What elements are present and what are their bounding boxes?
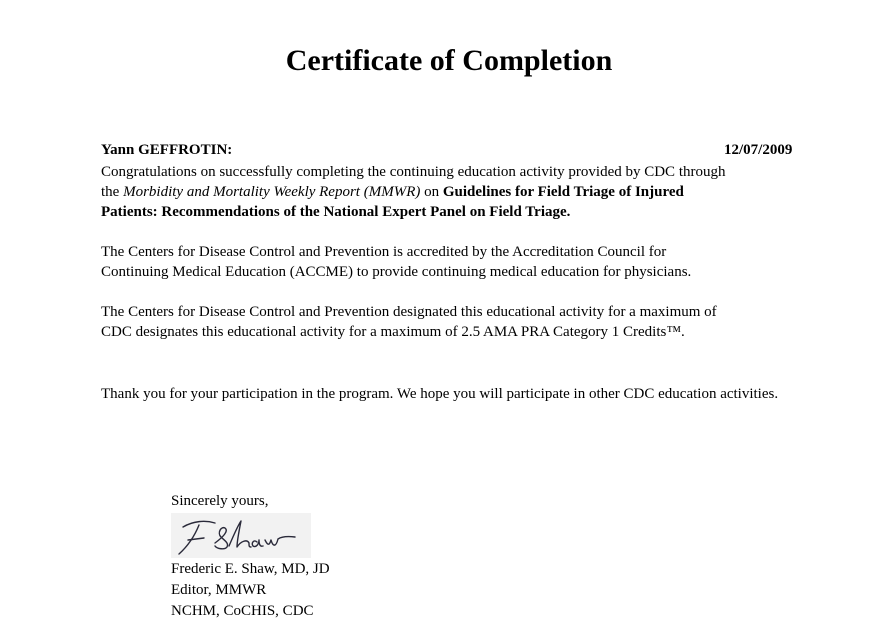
recipient-name: Yann GEFFROTIN: <box>101 142 233 158</box>
credits-line-2: CDC designates this educational activity for a maximum of 2.5 AMA PRA Category 1 Credits™. <box>101 324 685 340</box>
certificate-title: Certificate of Completion <box>285 44 613 77</box>
activity-title-part-2: Patients: Recommendations of the National Expert Panel on Field Triage. <box>101 204 571 220</box>
signatory-name: Frederic E. Shaw, MD, JD <box>171 561 330 577</box>
credits-line-1: The Centers for Disease Control and Prevention designated this educational activity for a maximum of <box>101 304 717 320</box>
activity-title-part-1: Guidelines for Field Triage of Injured <box>442 184 684 200</box>
accreditation-line-1: The Centers for Disease Control and Prevention is accredited by the Accreditation Council for <box>101 244 667 260</box>
signatory-organization: NCHM, CoCHIS, CDC <box>171 603 314 619</box>
thanks-message: Thank you for your participation in the program. We hope you will participate in other CDC education activities. <box>101 386 779 402</box>
congrats-on: on <box>420 184 443 200</box>
closing-text: Sincerely yours, <box>171 493 269 509</box>
congrats-prefix: the <box>101 184 124 200</box>
accreditation-line-2: Continuing Medical Education (ACCME) to provide continuing medical education for physicians. <box>101 264 692 280</box>
certificate-date: 12/07/2009 <box>724 142 793 158</box>
publication-name: Morbidity and Mortality Weekly Report (MMWR) <box>123 184 421 200</box>
congrats-line-1: Congratulations on successfully completing the continuing education activity provided by CDC through <box>101 164 726 180</box>
congrats-line-2 <box>101 182 684 202</box>
signature-image <box>171 513 311 558</box>
signatory-role: Editor, MMWR <box>171 582 267 598</box>
